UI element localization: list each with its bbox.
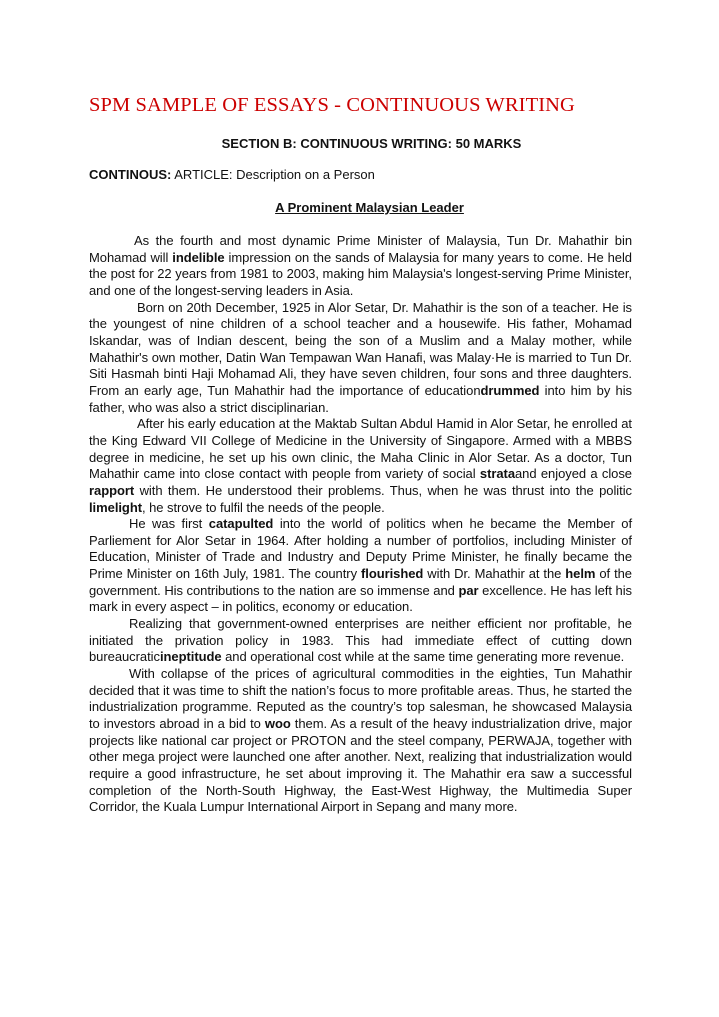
essay-title: A Prominent Malaysian Leader bbox=[275, 200, 464, 215]
text-run: with them. He understood their problems. Thus, when he was thrust into the politic bbox=[134, 482, 632, 498]
text-run: , he strove to fulfil the needs of the people. bbox=[142, 499, 385, 515]
vocabulary-word: par bbox=[458, 582, 479, 598]
vocabulary-word: strata bbox=[479, 466, 515, 482]
paragraph-2 bbox=[89, 300, 632, 417]
text-run: of the government. His contributions to the nation are so immense and bbox=[89, 566, 632, 598]
paragraph-6 bbox=[89, 666, 632, 816]
vocabulary-word: ineptitude bbox=[159, 649, 222, 665]
section-heading: SECTION B: CONTINUOUS WRITING: 50 MARKS bbox=[221, 136, 522, 151]
text-run: He was first bbox=[129, 516, 209, 532]
vocabulary-word: helm bbox=[565, 566, 596, 582]
text-run: excellence. He has left his mark in every aspect – in politics, economy or education. bbox=[89, 582, 632, 615]
text-run: impression on the sands of Malaysia for many years to come. He held the post for 22 years from 1981 to 2003, making him Malaysia's longest-serving Prime Minister, and one of the longest-serving leaders in Asia. bbox=[89, 249, 632, 298]
vocabulary-word: woo bbox=[264, 716, 291, 732]
text-run: Realizing that government-owned enterprises are neither efficient nor profitable, he initiated the privation policy in 1983. This had immediate effect of cutting down bureaucratic bbox=[89, 616, 632, 665]
vocabulary-word: limelight bbox=[89, 499, 142, 515]
paragraph-1 bbox=[89, 233, 632, 300]
text-run: and enjoyed a close bbox=[515, 466, 632, 482]
vocabulary-word: rapport bbox=[89, 482, 135, 498]
text-run: With collapse of the prices of agricultural commodities in the eighties, Tun Mahathir decided that it was time to shift the nation’s focus to more profitable areas. Thus, he started the industrialization programme. Reputed as the country’s top salesman, he showcased Malaysia to investors abroad in a bid to bbox=[89, 666, 632, 732]
vocabulary-word: indelible bbox=[172, 249, 225, 265]
text-run: them. As a result of the heavy industrialization drive, major projects like national car project or PROTON and the steel company, PERWAJA, together with other mega project were launched one after another. Next, realizing that industrialization would require a good infrastructure, he set about improving it. The Mahathir era saw a successful completion of the North-South Highway, the East-West Highway, the Multimedia Super Corridor, the Kuala Lumpur International Airport in Sepang and many more. bbox=[89, 716, 632, 815]
text-run: into him by his father, who was also a strict disciplinarian. bbox=[89, 382, 632, 415]
text-run: into the world of politics when he became the Member of Parliement for Alor Setar in 1964. After holding a number of portfolios, including Minister of Education, Minister of Trade and Industry and Deputy Prime Minister, he finally became the Prime Minister on 16th July, 1981. The country bbox=[89, 516, 633, 582]
text-run: After his early education at the Maktab Sultan Abdul Hamid in Alor Setar, he enrolled at the King Edward VII College of Medicine in the University of Singapore. Armed with a MBBS degree in medicine, he set up his own clinic, the Maha Clinic in Alor Setar. As a doctor, Tun Mahathir came into close contact with people from variety of social bbox=[89, 416, 632, 482]
vocabulary-word: flourished bbox=[360, 566, 424, 582]
task-line bbox=[89, 167, 375, 184]
task-label: CONTINOUS: bbox=[89, 167, 172, 182]
text-run: Born on 20th December, 1925 in Alor Setar, Dr. Mahathir is the son of a teacher. He is the youngest of nine children of a school teacher and a housewife. His father, Mohamad Iskandar, was of Indian descent, being the son of a Muslim and a Malay mother, while Mahathir's own mother, Datin Wan Tempawan Wan Hanafi, was Malay bbox=[89, 299, 632, 365]
task-description: ARTICLE: Description on a Person bbox=[171, 167, 375, 182]
text-run: and operational cost while at the same time generating more revenue. bbox=[221, 649, 625, 665]
vocabulary-word: catapulted bbox=[208, 516, 274, 532]
paragraph-3 bbox=[89, 416, 632, 516]
paragraph-4 bbox=[89, 516, 632, 616]
text-run: He is married to Tun Dr. Siti Hasmah binti Haji Mohamad Ali, they have seven children, four sons and three daughters. From an early age, Tun Mahathir had the importance of education bbox=[89, 349, 632, 398]
essay-body bbox=[89, 233, 632, 816]
vocabulary-word: drummed bbox=[480, 382, 540, 398]
text-run: · bbox=[490, 349, 496, 365]
text-run: with Dr. Mahathir at the bbox=[423, 566, 566, 582]
paragraph-5 bbox=[89, 616, 632, 666]
text-run: As the fourth and most dynamic Prime Minister of Malaysia, Tun Dr. Mahathir bin Mohamad will bbox=[89, 233, 632, 265]
document-title: SPM SAMPLE OF ESSAYS - CONTINUOUS WRITING bbox=[89, 94, 575, 116]
